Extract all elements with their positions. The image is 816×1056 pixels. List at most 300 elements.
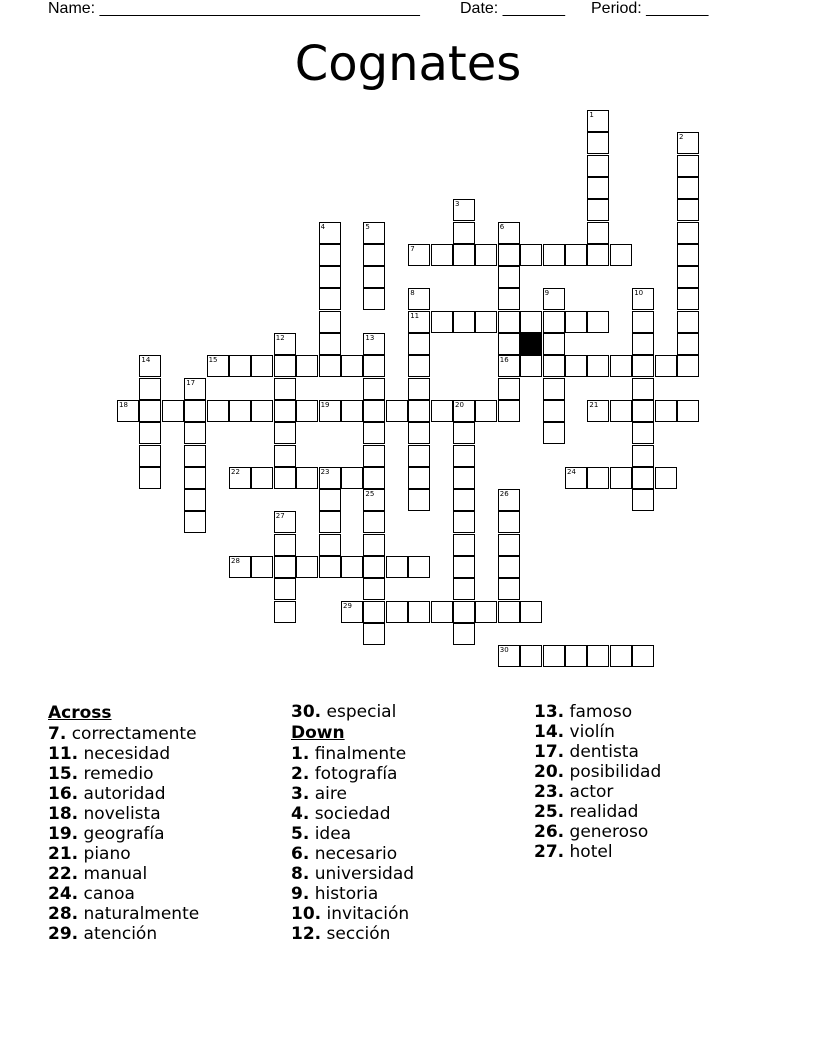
grid-cell[interactable] (296, 556, 318, 578)
grid-cell[interactable] (655, 355, 677, 377)
clue-number: 16 (499, 356, 509, 365)
grid-cell[interactable] (498, 601, 520, 623)
grid-cell[interactable] (632, 378, 654, 400)
clue-item-text: realidad (564, 802, 639, 822)
clue-number: 15 (208, 356, 218, 365)
grid-cell[interactable] (453, 222, 475, 244)
clue-item (291, 702, 531, 722)
grid-cell[interactable] (475, 601, 497, 623)
clue-item-number: 17. (534, 742, 565, 762)
grid-cell[interactable] (677, 333, 699, 355)
grid-cell[interactable] (274, 511, 296, 533)
grid-cell[interactable] (587, 645, 609, 667)
grid-cell[interactable] (453, 422, 475, 444)
grid-cell[interactable] (587, 355, 609, 377)
grid-cell[interactable] (296, 467, 318, 489)
grid-cell[interactable] (319, 222, 341, 244)
clue-item-text: geografía (78, 824, 165, 844)
grid-cell[interactable] (498, 266, 520, 288)
clue-item-text: naturalmente (78, 904, 200, 924)
clue-item-number: 4. (291, 804, 310, 824)
grid-cell[interactable] (677, 355, 699, 377)
grid-cell[interactable] (408, 556, 430, 578)
clue-number: 17 (186, 378, 196, 387)
clue-number: 20 (455, 400, 464, 409)
grid-cell[interactable] (363, 422, 385, 444)
grid-cell[interactable] (207, 355, 229, 377)
grid-cell[interactable] (498, 244, 520, 266)
grid-cell[interactable] (565, 311, 587, 333)
grid-cell[interactable] (610, 355, 632, 377)
clue-item (534, 822, 774, 842)
grid-cell[interactable] (408, 489, 430, 511)
grid-cell[interactable] (498, 288, 520, 310)
grid-cell[interactable] (274, 467, 296, 489)
grid-cell[interactable] (229, 400, 251, 422)
grid-cell[interactable] (408, 311, 430, 333)
grid-cell[interactable] (117, 400, 139, 422)
clue-item-number: 25. (534, 802, 565, 822)
name-field[interactable]: Name: ____________________________________ (48, 0, 420, 17)
grid-cell[interactable] (520, 311, 542, 333)
grid-cell[interactable] (251, 355, 273, 377)
grid-cell[interactable] (610, 400, 632, 422)
grid-cell[interactable] (632, 422, 654, 444)
grid-cell[interactable] (363, 400, 385, 422)
grid-cell[interactable] (408, 288, 430, 310)
clue-item-text: violín (564, 722, 615, 742)
grid-cell[interactable] (341, 400, 363, 422)
grid-cell[interactable] (386, 601, 408, 623)
clue-item-text: sección (321, 924, 391, 944)
clue-item (48, 804, 288, 824)
grid-cell[interactable] (677, 155, 699, 177)
grid-cell[interactable] (475, 311, 497, 333)
grid-cell[interactable] (431, 601, 453, 623)
grid-cell[interactable] (319, 244, 341, 266)
clue-item-text: correctamente (66, 724, 197, 744)
grid-cell[interactable] (677, 177, 699, 199)
grid-cell[interactable] (319, 311, 341, 333)
grid-cell[interactable] (587, 155, 609, 177)
grid-cell[interactable] (184, 511, 206, 533)
clue-item-number: 26. (534, 822, 565, 842)
grid-cell[interactable] (453, 578, 475, 600)
grid-cell[interactable] (498, 556, 520, 578)
grid-cell[interactable] (431, 244, 453, 266)
grid-cell[interactable] (408, 400, 430, 422)
grid-cell[interactable] (363, 333, 385, 355)
clue-item-number: 20. (534, 762, 565, 782)
grid-cell[interactable] (319, 556, 341, 578)
grid-cell[interactable] (184, 378, 206, 400)
grid-cell[interactable] (498, 645, 520, 667)
grid-cell[interactable] (319, 489, 341, 511)
grid-cell[interactable] (363, 222, 385, 244)
clue-item (291, 744, 531, 764)
clue-item-number: 14. (534, 722, 565, 742)
grid-cell[interactable] (587, 110, 609, 132)
grid-cell[interactable] (520, 645, 542, 667)
grid-cell[interactable] (408, 422, 430, 444)
clue-number: 18 (119, 400, 128, 409)
grid-cell[interactable] (363, 556, 385, 578)
grid-cell[interactable] (677, 400, 699, 422)
grid-cell[interactable] (610, 645, 632, 667)
grid-cell[interactable] (677, 244, 699, 266)
grid-cell[interactable] (677, 132, 699, 154)
grid-cell[interactable] (453, 623, 475, 645)
grid-cell[interactable] (408, 378, 430, 400)
grid-cell[interactable] (587, 311, 609, 333)
date-field[interactable]: Date: _______ (460, 0, 565, 17)
clue-item-text: famoso (564, 702, 633, 722)
grid-cell[interactable] (139, 400, 161, 422)
grid-cell[interactable] (319, 266, 341, 288)
clue-number: 3 (455, 200, 460, 209)
grid-cell[interactable] (251, 400, 273, 422)
grid-cell[interactable] (543, 645, 565, 667)
clue-item-text: atención (78, 924, 158, 944)
grid-cell[interactable] (453, 467, 475, 489)
clue-item-text: historia (309, 884, 379, 904)
clue-item-text: generoso (564, 822, 649, 842)
grid-cell[interactable] (386, 400, 408, 422)
grid-cell[interactable] (139, 467, 161, 489)
grid-cell[interactable] (386, 556, 408, 578)
grid-cell[interactable] (274, 445, 296, 467)
clue-item-number: 16. (48, 784, 79, 804)
grid-cell[interactable] (543, 311, 565, 333)
grid-cell[interactable] (677, 199, 699, 221)
grid-cell[interactable] (498, 534, 520, 556)
grid-cell[interactable] (498, 355, 520, 377)
clue-item-number: 11. (48, 744, 79, 764)
grid-cell[interactable] (632, 355, 654, 377)
clue-item-number: 12. (291, 924, 322, 944)
clue-number: 23 (320, 467, 330, 476)
grid-cell[interactable] (587, 400, 609, 422)
clue-item (534, 722, 774, 742)
grid-cell[interactable] (587, 222, 609, 244)
grid-cell[interactable] (632, 333, 654, 355)
grid-cell[interactable] (677, 222, 699, 244)
grid-cell[interactable] (341, 601, 363, 623)
grid-cell[interactable] (565, 645, 587, 667)
grid-cell[interactable] (632, 489, 654, 511)
grid-cell[interactable] (139, 378, 161, 400)
clue-number: 29 (343, 601, 352, 610)
clue-item (48, 744, 288, 764)
clue-item (291, 784, 531, 804)
grid-cell[interactable] (274, 400, 296, 422)
clue-number: 25 (365, 490, 375, 499)
clue-item-text: dentista (564, 742, 639, 762)
grid-cell[interactable] (431, 311, 453, 333)
grid-cell[interactable] (274, 556, 296, 578)
grid-cell[interactable] (274, 355, 296, 377)
grid-cell[interactable] (408, 445, 430, 467)
grid-cell[interactable] (655, 400, 677, 422)
clue-number: 26 (499, 490, 509, 499)
grid-cell[interactable] (677, 288, 699, 310)
grid-cell[interactable] (319, 355, 341, 377)
clue-number: 27 (275, 512, 285, 521)
clue-item-number: 7. (48, 724, 67, 744)
clue-item-number: 21. (48, 844, 79, 864)
clue-column-2 (291, 702, 531, 944)
clue-item (291, 844, 531, 864)
grid-cell[interactable] (520, 355, 542, 377)
clue-item (291, 924, 531, 944)
grid-cell[interactable] (363, 623, 385, 645)
grid-cell[interactable] (565, 355, 587, 377)
clue-item (48, 924, 288, 944)
grid-cell[interactable] (274, 578, 296, 600)
grid-cell[interactable] (207, 400, 229, 422)
clue-item-text: remedio (78, 764, 154, 784)
grid-cell[interactable] (587, 177, 609, 199)
clue-item-number: 9. (291, 884, 310, 904)
grid-cell[interactable] (610, 244, 632, 266)
grid-cell[interactable] (610, 467, 632, 489)
grid-cell[interactable] (363, 355, 385, 377)
grid-cell[interactable] (363, 511, 385, 533)
clue-item-number: 22. (48, 864, 79, 884)
grid-cell[interactable] (408, 333, 430, 355)
clue-item (534, 762, 774, 782)
clue-item-number: 6. (291, 844, 310, 864)
clue-number: 28 (231, 557, 240, 565)
period-field[interactable]: Period: _______ (591, 0, 709, 17)
across-heading: Across (48, 703, 112, 723)
grid-cell[interactable] (363, 534, 385, 556)
grid-cell[interactable] (363, 578, 385, 600)
clue-item-text: universidad (309, 864, 415, 884)
black-square (520, 333, 542, 355)
clue-number: 12 (275, 334, 285, 342)
grid-cell[interactable] (341, 355, 363, 377)
clue-number: 8 (410, 289, 415, 298)
clue-item-number: 23. (534, 782, 565, 802)
grid-cell[interactable] (408, 601, 430, 623)
clue-number: 5 (365, 222, 370, 231)
grid-cell[interactable] (543, 422, 565, 444)
clue-item (291, 764, 531, 784)
grid-cell[interactable] (408, 467, 430, 489)
grid-cell[interactable] (453, 445, 475, 467)
grid-cell[interactable] (139, 422, 161, 444)
clue-item-text: finalmente (309, 744, 407, 764)
grid-cell[interactable] (632, 288, 654, 310)
clue-number: 2 (679, 133, 684, 142)
grid-cell[interactable] (363, 244, 385, 266)
clue-item-number: 18. (48, 804, 79, 824)
grid-cell[interactable] (408, 244, 430, 266)
grid-cell[interactable] (274, 422, 296, 444)
clue-item-text: invitación (321, 904, 410, 924)
grid-cell[interactable] (632, 645, 654, 667)
grid-cell[interactable] (475, 400, 497, 422)
grid-cell[interactable] (453, 244, 475, 266)
grid-cell[interactable] (498, 400, 520, 422)
clue-item-number: 28. (48, 904, 79, 924)
grid-cell[interactable] (363, 601, 385, 623)
grid-cell[interactable] (184, 467, 206, 489)
grid-cell[interactable] (296, 400, 318, 422)
grid-cell[interactable] (543, 333, 565, 355)
grid-cell[interactable] (319, 534, 341, 556)
clue-item-number: 5. (291, 824, 310, 844)
grid-cell[interactable] (543, 400, 565, 422)
clue-number: 11 (410, 311, 420, 320)
clue-item-number: 10. (291, 904, 322, 924)
grid-cell[interactable] (319, 288, 341, 310)
grid-cell[interactable] (632, 400, 654, 422)
grid-cell[interactable] (677, 266, 699, 288)
grid-cell[interactable] (498, 333, 520, 355)
clue-item (48, 784, 288, 804)
grid-cell[interactable] (543, 288, 565, 310)
grid-cell[interactable] (587, 244, 609, 266)
grid-cell[interactable] (453, 199, 475, 221)
clue-item (291, 864, 531, 884)
clue-item-number: 3. (291, 784, 310, 804)
clue-number: 7 (410, 244, 415, 253)
grid-cell[interactable] (498, 311, 520, 333)
grid-cell[interactable] (655, 467, 677, 489)
clue-item-number: 2. (291, 764, 310, 784)
clue-item (48, 764, 288, 784)
grid-cell[interactable] (431, 400, 453, 422)
grid-cell[interactable] (498, 578, 520, 600)
grid-cell[interactable] (632, 445, 654, 467)
clue-item (291, 884, 531, 904)
grid-cell[interactable] (184, 445, 206, 467)
grid-cell[interactable] (319, 511, 341, 533)
clue-item-number: 19. (48, 824, 79, 844)
down-heading: Down (291, 723, 345, 743)
clue-column-3 (534, 702, 774, 862)
grid-cell[interactable] (543, 378, 565, 400)
grid-cell[interactable] (565, 244, 587, 266)
clue-number: 14 (141, 356, 151, 365)
clue-item (291, 824, 531, 844)
grid-cell[interactable] (677, 311, 699, 333)
clue-item (48, 864, 288, 884)
clue-item-text: necesario (309, 844, 398, 864)
clue-item-text: posibilidad (564, 762, 662, 782)
grid-cell[interactable] (319, 400, 341, 422)
grid-cell[interactable] (274, 534, 296, 556)
grid-cell[interactable] (453, 601, 475, 623)
grid-cell[interactable] (363, 489, 385, 511)
clue-item-text: sociedad (309, 804, 391, 824)
grid-cell[interactable] (274, 333, 296, 355)
grid-cell[interactable] (587, 132, 609, 154)
grid-cell[interactable] (453, 489, 475, 511)
grid-cell[interactable] (363, 378, 385, 400)
grid-cell[interactable] (363, 288, 385, 310)
grid-cell[interactable] (587, 467, 609, 489)
clue-item-number: 13. (534, 702, 565, 722)
grid-cell[interactable] (229, 556, 251, 578)
grid-cell[interactable] (632, 311, 654, 333)
grid-cell[interactable] (363, 445, 385, 467)
grid-cell[interactable] (274, 378, 296, 400)
grid-cell[interactable] (184, 422, 206, 444)
clue-item-text: especial (321, 702, 397, 722)
clue-item-number: 8. (291, 864, 310, 884)
grid-cell[interactable] (274, 601, 296, 623)
grid-cell[interactable] (408, 355, 430, 377)
clue-item (534, 802, 774, 822)
grid-cell[interactable] (453, 511, 475, 533)
grid-cell[interactable] (498, 378, 520, 400)
grid-cell[interactable] (498, 511, 520, 533)
grid-cell[interactable] (341, 467, 363, 489)
grid-cell[interactable] (363, 467, 385, 489)
grid-cell[interactable] (139, 355, 161, 377)
grid-cell[interactable] (498, 489, 520, 511)
grid-cell[interactable] (453, 311, 475, 333)
grid-cell[interactable] (229, 355, 251, 377)
grid-cell[interactable] (453, 400, 475, 422)
clue-number: 10 (634, 289, 644, 298)
grid-cell[interactable] (229, 467, 251, 489)
grid-cell[interactable] (162, 400, 184, 422)
grid-cell[interactable] (632, 467, 654, 489)
clue-item (48, 884, 288, 904)
grid-cell[interactable] (184, 400, 206, 422)
grid-cell[interactable] (296, 355, 318, 377)
clue-number: 21 (589, 400, 599, 409)
grid-cell[interactable] (363, 266, 385, 288)
grid-cell[interactable] (520, 601, 542, 623)
clue-number: 22 (231, 467, 240, 476)
grid-cell[interactable] (587, 199, 609, 221)
clue-item-number: 30. (291, 702, 322, 722)
clue-item-number: 27. (534, 842, 565, 862)
grid-cell[interactable] (475, 244, 497, 266)
clue-item-number: 15. (48, 764, 79, 784)
grid-cell[interactable] (520, 244, 542, 266)
grid-cell[interactable] (319, 467, 341, 489)
grid-cell[interactable] (453, 556, 475, 578)
clue-item (291, 904, 531, 924)
grid-cell[interactable] (251, 467, 273, 489)
clue-item-text: hotel (564, 842, 613, 862)
grid-cell[interactable] (184, 489, 206, 511)
clue-number: 9 (544, 289, 550, 298)
clue-item (534, 842, 774, 862)
grid-cell[interactable] (565, 467, 587, 489)
grid-cell[interactable] (319, 333, 341, 355)
grid-cell[interactable] (498, 222, 520, 244)
grid-cell[interactable] (139, 445, 161, 467)
clue-column-1 (48, 702, 288, 944)
grid-cell[interactable] (543, 244, 565, 266)
grid-cell[interactable] (543, 355, 565, 377)
clue-item (48, 724, 288, 744)
clue-item (534, 702, 774, 722)
clue-item-text: piano (78, 844, 131, 864)
grid-cell[interactable] (341, 556, 363, 578)
grid-cell[interactable] (251, 556, 273, 578)
clue-item-text: idea (309, 824, 352, 844)
clue-item-text: fotografía (309, 764, 398, 784)
grid-cell[interactable] (453, 534, 475, 556)
